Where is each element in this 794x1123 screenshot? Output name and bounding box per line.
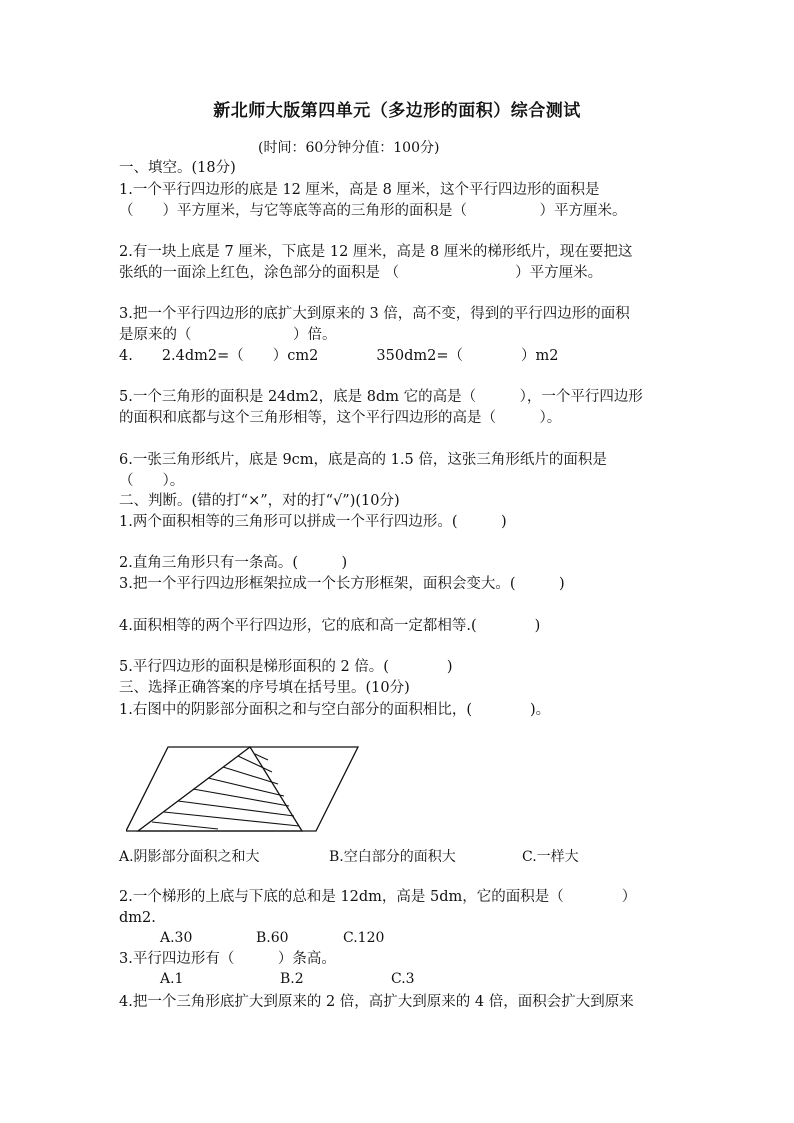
question-text: 2.一个梯形的上底与下底的总和是 12dm，高是 5dm，它的面积是（ ） bbox=[119, 889, 637, 905]
question-text: dm2. bbox=[119, 910, 156, 926]
exam-info: (时间：60分钟分值：100分) bbox=[258, 140, 440, 156]
question-text: （ ）。 bbox=[119, 473, 185, 489]
option-c: C.120 bbox=[343, 930, 385, 946]
question-text: 4.面积相等的两个平行四边形，它的底和高一定都相等.( ) bbox=[119, 618, 541, 634]
page-title: 新北师大版第四单元（多边形的面积）综合测试 bbox=[213, 101, 581, 121]
section-heading-fill-blank: 一、填空。(18分) bbox=[119, 160, 236, 176]
question-text: 的面积和底都与这个三角形相等，这个平行四边形的高是（ ）。 bbox=[119, 410, 562, 426]
question-text: 6.一张三角形纸片，底是 9cm，底是高的 1.5 倍，这张三角形纸片的面积是 bbox=[119, 452, 607, 468]
section-heading-true-false: 二、判断。(错的打“×”，对的打“√”)(10分) bbox=[119, 493, 400, 509]
shaded-triangle bbox=[138, 747, 302, 831]
question-text: 3.把一个平行四边形的底扩大到原来的 3 倍，高不变，得到的平行四边形的面积 bbox=[119, 306, 630, 322]
question-text: 2.有一块上底是 7 厘米，下底是 12 厘米，高是 8 厘米的梯形纸片，现在要把这 bbox=[119, 244, 633, 260]
option-a: A.30 bbox=[160, 930, 193, 946]
question-text: 2.直角三角形只有一条高。( ) bbox=[119, 555, 348, 571]
question-text: 4.把一个三角形底扩大到原来的 2 倍，高扩大到原来的 4 倍，面积会扩大到原来 bbox=[119, 994, 634, 1010]
option-a: A.1 bbox=[160, 971, 184, 987]
question-text: 4. 2.4dm2=（ ）cm2 350dm2=（ ）m2 bbox=[119, 348, 559, 364]
option-a: A.阴影部分面积之和大 bbox=[119, 849, 260, 865]
question-text: 张纸的一面涂上红色，涂色部分的面积是 （ ）平方厘米。 bbox=[119, 265, 603, 281]
question-text: 是原来的（ ）倍。 bbox=[119, 327, 337, 343]
section-heading-multiple-choice: 三、选择正确答案的序号填在括号里。(10分) bbox=[119, 680, 410, 696]
question-text: （ ）平方厘米，与它等底等高的三角形的面积是（ ）平方厘米。 bbox=[119, 203, 627, 219]
question-text: 1.两个面积相等的三角形可以拼成一个平行四边形。( ) bbox=[119, 514, 507, 530]
parallelogram-outline bbox=[126, 747, 358, 831]
question-text: 3.把一个平行四边形框架拉成一个长方形框架，面积会变大。( ) bbox=[119, 576, 565, 592]
question-text: 1.一个平行四边形的底是 12 厘米，高是 8 厘米，这个平行四边形的面积是 bbox=[119, 182, 600, 198]
option-c: C.3 bbox=[391, 971, 415, 987]
option-b: B.60 bbox=[256, 930, 289, 946]
option-b: B.2 bbox=[280, 971, 304, 987]
question-text: 3.平行四边形有（ ）条高。 bbox=[119, 951, 336, 967]
option-b: B.空白部分的面积大 bbox=[329, 849, 456, 865]
question-text: 5.一个三角形的面积是 24dm2，底是 8dm 它的高是（ ），一个平行四边形 bbox=[119, 389, 643, 405]
question-text: 5.平行四边形的面积是梯形面积的 2 倍。( ) bbox=[119, 659, 453, 675]
question-text: 1.右图中的阴影部分面积之和与空白部分的面积相比，( )。 bbox=[119, 702, 551, 718]
option-c: C.一样大 bbox=[522, 849, 579, 865]
parallelogram-figure bbox=[126, 744, 364, 836]
